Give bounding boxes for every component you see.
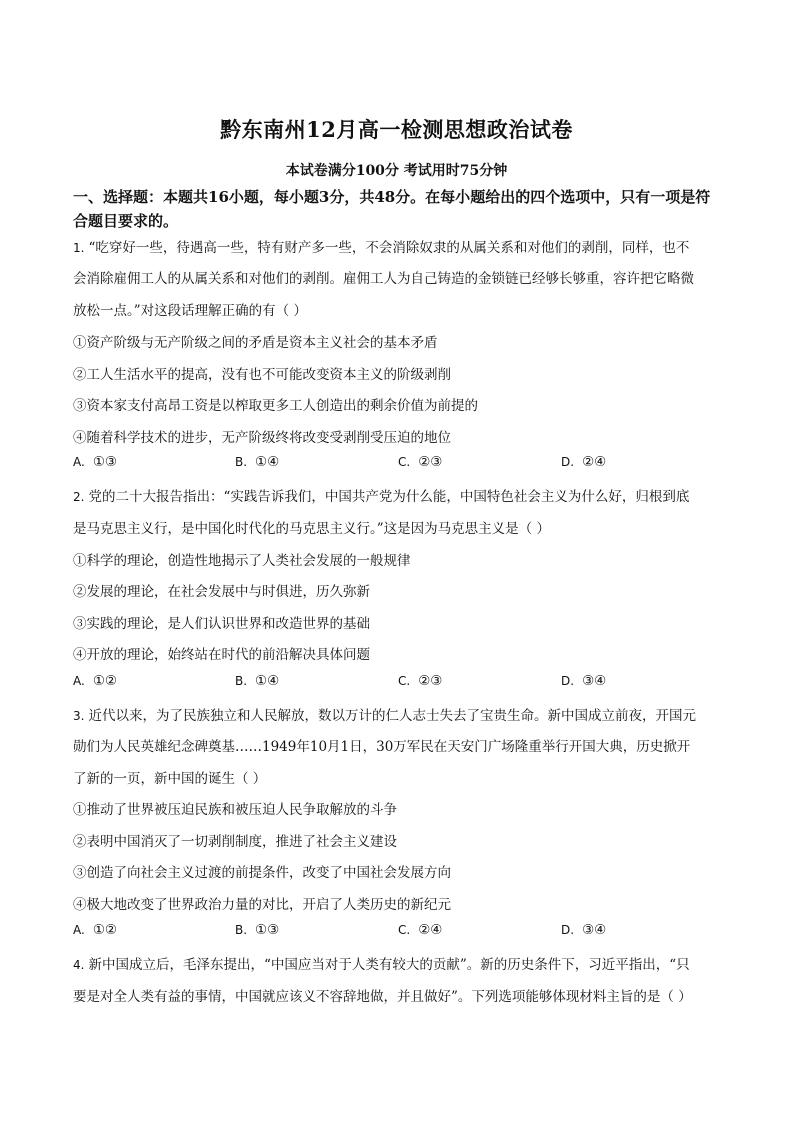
statement-4: ④随着科学技术的进步，无产阶级终将改变受剥削受压迫的地位 [73,430,451,446]
statement-1: ①科学的理论，创造性地揭示了人类社会发展的一般规律 [73,553,411,569]
statement-3: ③实践的理论，是人们认识世界和改造世界的基础 [73,616,370,632]
option-a[interactable]: A. ①② [73,673,118,689]
options-row [73,673,733,693]
question-stem-line: 1. “吃穿好一些，待遇高一些，特有财产多一些，不会消除奴隶的从属关系和对他们的剥削，同样，也不 [73,240,690,256]
question-stem-line: 会消除雇佣工人的从属关系和对他们的剥削。雇佣工人为自己铸造的金锁链已经够长够重，容许把它略微 [73,271,694,287]
question-stem-line: 勋们为人民英雄纪念碑奠基……1949年10月1日，30万军民在天安门广场隆重举行开国大典，历史掀开 [73,739,691,755]
statement-2: ②工人生活水平的提高，没有也不可能改变资本主义的阶级剥削 [73,367,451,383]
question-stem-line: 放松一点。”对这段话理解正确的有（ ） [73,303,307,319]
options-row [73,922,733,942]
question-stem-line: 是马克思主义行，是中国化时代化的马克思主义行。”这是因为马克思主义是（ ） [73,521,550,537]
question-stem-line: 要是对全人类有益的事情，中国就应该义不容辞地做，并且做好”。下列选项能够体现材料主旨的是（ ） [73,989,692,1005]
option-a[interactable]: A. ①② [73,922,118,938]
question-stem-line: 4. 新中国成立后，毛泽东提出，“中国应当对于人类有较大的贡献”。新的历史条件下，习近平指出，“只 [73,957,690,973]
statement-3: ③创造了向社会主义过渡的前提条件，改变了中国社会发展方向 [73,865,451,881]
option-b[interactable]: B. ①③ [235,922,280,938]
question-number: 1. [73,241,85,255]
section-heading: 一、选择题：本题共16小题，每小题3分，共48分。在每小题给出的四个选项中，只有一项是符合题目要求的。 [73,188,711,230]
statement-4: ④开放的理论，始终站在时代的前沿解决具体问题 [73,647,370,663]
option-b[interactable]: B. ①④ [235,673,280,689]
option-c[interactable]: C. ②④ [398,922,443,938]
question-stem-line: 3. 近代以来，为了民族独立和人民解放，数以万计的仁人志士失去了宝贵生命。新中国成立前夜，开国元 [73,708,696,724]
statement-2: ②发展的理论，在社会发展中与时俱进，历久弥新 [73,584,370,600]
page-title: 黔东南州12月高一检测思想政治试卷 [220,117,573,142]
question-stem-line: 2. 党的二十大报告指出：“实践告诉我们，中国共产党为什么能，中国特色社会主义为什么好，归根到底 [73,489,690,505]
statement-1: ①资产阶级与无产阶级之间的矛盾是资本主义社会的基本矛盾 [73,335,438,351]
option-c[interactable]: C. ②③ [398,673,443,689]
option-d[interactable]: D. ③④ [561,673,607,689]
question-number: 3. [73,709,85,723]
option-d[interactable]: D. ②④ [561,454,607,470]
statement-4: ④极大地改变了世界政治力量的对比，开启了人类历史的新纪元 [73,897,451,913]
statement-1: ①推动了世界被压迫民族和被压迫人民争取解放的斗争 [73,802,397,818]
options-row [73,454,733,474]
question-stem-line: 了新的一页，新中国的诞生（ ） [73,771,267,787]
option-a[interactable]: A. ①③ [73,454,118,470]
question-number: 2. [73,490,85,504]
question-number: 4. [73,958,85,972]
option-c[interactable]: C. ②③ [398,454,443,470]
option-b[interactable]: B. ①④ [235,454,280,470]
statement-3: ③资本家支付高昂工资是以榨取更多工人创造出的剩余价值为前提的 [73,398,478,414]
exam-info: 本试卷满分100分 考试用时75分钟 [285,163,508,179]
statement-2: ②表明中国消灭了一切剥削制度，推进了社会主义建设 [73,834,397,850]
option-d[interactable]: D. ③④ [561,922,607,938]
